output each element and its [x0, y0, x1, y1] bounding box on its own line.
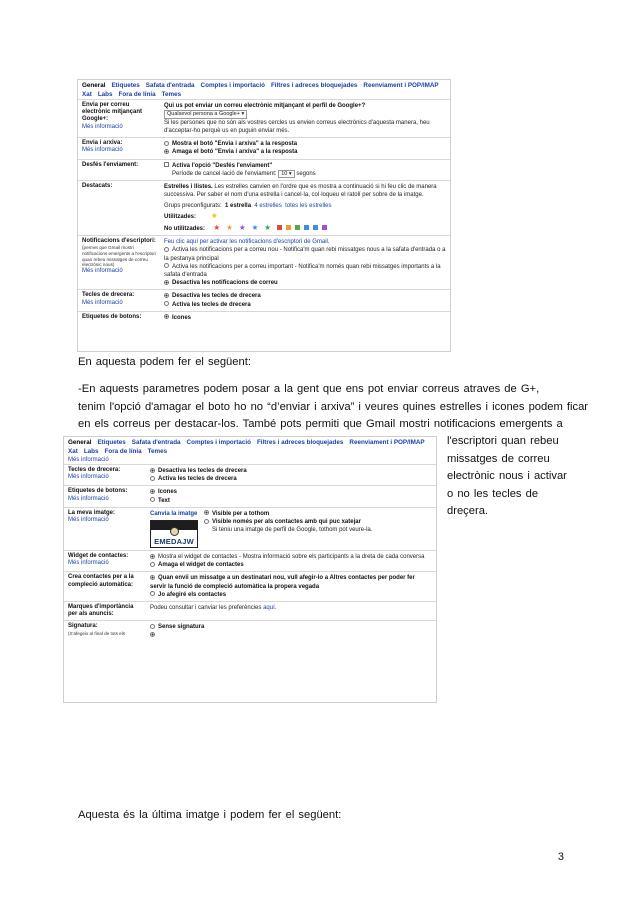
setting-label: Etiquetes de botons: [68, 488, 128, 495]
tab-filtres-i-adreces-bloquejades[interactable]: Filtres i adreces bloquejades [256, 439, 344, 446]
star-icon[interactable]: ★ [264, 223, 272, 233]
radio-option[interactable]: Visible per a tothom [204, 510, 372, 518]
setting-label: Crea contactes per a la compleció automàtica: [68, 574, 134, 588]
star-icon[interactable]: ★ [238, 223, 246, 233]
radio-option[interactable]: Activa les notificacions per a correu important - Notifica'm només quan rebi missatges importants a la safata d'entrada [164, 263, 441, 279]
radio-option[interactable]: Jo afegiré els contactes [150, 591, 432, 599]
radio-icon [150, 624, 155, 629]
setting-signature: Signatura: (S'afegeix al final de tots els Sense signatura [64, 620, 436, 641]
gplus-question: Qui us pot enviar un correu electrònic mitjançant el perfil de Google+? [164, 103, 366, 109]
text-line: l'escriptori quan rebeu [447, 435, 559, 447]
tab-etiquetes[interactable]: Etiquetes [97, 439, 126, 446]
radio-selected-icon [150, 632, 155, 637]
text-line: electrònic nous i activar [447, 470, 567, 482]
tab-labs[interactable]: Labs [97, 91, 113, 98]
radio-option[interactable]: Amaga el widget de contactes [150, 561, 432, 569]
settings-tabs [64, 437, 436, 456]
tab-reenviament-i-pop-imap[interactable]: Reenviament i POP/IMAP [363, 82, 439, 89]
paragraph-description [78, 381, 589, 434]
setting-importance-markers: Marques d'importància per als anuncis: Podeu consultar i canviar les preferències aquí. [64, 601, 436, 620]
more-info-link[interactable]: Més informació [82, 299, 123, 306]
more-info-link[interactable]: Més informació [68, 474, 109, 481]
radio-icon [204, 519, 209, 524]
marker-box-icon[interactable] [322, 225, 327, 230]
more-info-link[interactable]: Més informació [68, 457, 109, 463]
setting-label: Desfés l'enviament: [82, 161, 139, 168]
setting-autocomplete-contacts [64, 571, 436, 601]
face-icon [170, 527, 179, 536]
setting-keyboard-shortcuts [64, 464, 436, 485]
checkbox-icon [164, 162, 169, 167]
radio-icon [150, 591, 155, 596]
tab-etiquetes[interactable]: Etiquetes [111, 82, 140, 89]
tab-temes[interactable]: Temes [161, 91, 182, 98]
page-number: 3 [557, 851, 564, 863]
tab-comptes-i-importaci-[interactable]: Comptes i importació [186, 439, 251, 446]
setting-label: Envia i arxiva: [82, 140, 123, 147]
radio-option[interactable]: Desactiva les tecles de drecera [150, 467, 432, 475]
setting-label: Destacats: [82, 183, 113, 190]
tab-reenviament-i-pop-imap[interactable]: Reenviament i POP/IMAP [349, 439, 425, 446]
radio-option[interactable]: Icones [164, 314, 446, 322]
tab-xat[interactable]: Xat [82, 91, 92, 98]
avatar-text: EMEDAJW [154, 536, 194, 546]
radio-option[interactable]: Text [150, 497, 432, 505]
tab-comptes-i-importaci-[interactable]: Comptes i importació [200, 82, 265, 89]
gmail-settings-screenshot-1 [77, 79, 451, 352]
radio-icon [150, 497, 155, 502]
setting-label: Marques d'importància per als anuncis: [68, 604, 134, 618]
radio-option[interactable]: Visible només per als contactes amb qui puc xatejar [204, 518, 372, 526]
radio-icon [164, 263, 169, 268]
tab-temes[interactable]: Temes [147, 448, 168, 455]
radio-icon [164, 247, 169, 252]
setting-desktop-notifications: Notificacions d'escriptori: (permet que Gmail mostri notificacions emergents a l'escriptori quan rebeu missatges de correu electrònic nous) Més informació Feu clic aquí per activar les notificacions d'escriptori de Gmail. Activa les notificacions per a correu nou - Notifica'm quan rebi missatges nous a la safata d'entrada o a la pestanya principal Activa les notificacions per a correu important - Notifica'm només quan rebi missatges importants a la safata d'entrada Desactiva les notificacions de correu [78, 235, 450, 289]
radio-selected-icon [164, 314, 169, 319]
radio-option[interactable]: Desactiva les notificacions de correu [164, 279, 446, 287]
text-line: missatges de correu [447, 452, 550, 465]
setting-my-picture [64, 507, 436, 550]
radio-option[interactable] [150, 632, 432, 640]
setting-label: Etiquetes de botons: [82, 313, 142, 320]
gplus-note: Si les persones que no són als vostres cercles us envien correus electrònics d'aquesta manera, heu d'acceptar-ho perquè us en puguin enviar més. [164, 119, 430, 134]
radio-icon [150, 476, 155, 481]
radio-option[interactable]: Activa les tecles de drecera [150, 475, 432, 483]
setting-contacts-widget [64, 550, 436, 571]
radio-selected-icon [150, 468, 155, 473]
tab-fora-de-l-nia[interactable]: Fora de línia [104, 448, 142, 455]
setting-label: Widget de contactes: [68, 553, 129, 560]
profile-picture[interactable] [150, 520, 198, 548]
setting-undo-send: Desfés l'enviament: Activa l'opció "Desfés l'enviament" Període de cancel·lació de l'enviament: 10 ▾ segons [78, 159, 450, 181]
tab-fora-de-l-nia[interactable]: Fora de línia [118, 91, 156, 98]
radio-option[interactable]: Desactiva les tecles de drecera [164, 292, 446, 300]
setting-button-labels [64, 485, 436, 506]
text-line: dreçera. [447, 505, 489, 517]
setting-gplus-email [78, 99, 450, 137]
radio-icon [150, 562, 155, 567]
tab-general[interactable]: General [68, 439, 92, 446]
more-info-link[interactable]: Més informació [68, 560, 109, 567]
star-icon[interactable]: ★ [213, 223, 221, 233]
marker-box-icon[interactable] [286, 225, 291, 230]
text-line: -En aquests parametres podem posar a la gent que ens pot enviar correus atraves de G+, [78, 383, 540, 395]
tab-general[interactable]: General [82, 82, 106, 89]
setting-label: Tecles de drecera: [82, 292, 135, 299]
text-line: tenim l'opció d'amagar el boto ho no “d’enviar i arxiva” i veures quines estrelles i icones podem ficar [78, 400, 589, 413]
settings-tabs [78, 80, 450, 99]
more-info-link[interactable]: Més informació [68, 495, 109, 502]
paragraph-intro-1: En aquesta podem fer el següent: [78, 356, 251, 368]
tab-filtres-i-adreces-bloquejades[interactable]: Filtres i adreces bloquejades [270, 82, 358, 89]
radio-option[interactable]: Icones [150, 488, 432, 496]
star-icon[interactable]: ★ [226, 223, 233, 233]
setting-label: Notificacions d'escriptori: [82, 238, 156, 245]
tab-safata-d-entrada[interactable]: Safata d'entrada [131, 439, 181, 446]
tab-xat[interactable]: Xat [68, 448, 78, 455]
setting-label: Envia per correu electrònic mitjançant Google+: [82, 102, 143, 123]
radio-option[interactable]: Activa les tecles de drecera [164, 301, 446, 309]
setting-button-labels [78, 311, 450, 324]
radio-selected-icon [164, 293, 169, 298]
marker-box-icon[interactable] [277, 225, 282, 230]
radio-option[interactable]: Quan envii un missatge a un destinatari nou, vull afegir-lo a Altres contactes per poder fer servir la funció de compleció automàtica la propera vegada [150, 575, 415, 590]
tab-labs[interactable]: Labs [83, 448, 99, 455]
checkbox-option[interactable]: Activa l'opció "Desfés l'enviament" [164, 162, 446, 170]
radio-option[interactable]: Activa les notificacions per a correu nou - Notifica'm quan rebi missatges nous a la safata d'entrada o a la pestanya principal [164, 247, 446, 262]
more-info-link[interactable]: Més informació [68, 517, 109, 524]
text-line: en els correus per destacar-los. També pots permiti que Gmail mostri notificacions emergents a [78, 418, 563, 430]
radio-selected-icon [164, 280, 169, 285]
radio-option[interactable]: Sense signatura [150, 623, 432, 631]
more-info-link[interactable]: Més informació [82, 267, 123, 274]
text-line: o no les tecles de [447, 487, 539, 500]
setting-label: La meva imatge: [68, 509, 116, 516]
radio-icon [164, 141, 169, 146]
radio-option[interactable]: Amaga el botó "Envia i arxiva" a la resposta [164, 148, 446, 156]
paragraph-intro-2: Aquesta és la última imatge i podem fer el següent: [78, 809, 342, 821]
enable-notifications-link[interactable]: Feu clic aquí per activar les notificacions d'escriptori de Gmail. [164, 239, 330, 246]
star-icon[interactable]: ★ [251, 223, 259, 233]
setting-stars: Destacats: Estrelles i llistes. Les estrelles canvien en l'ordre que es mostra a continuació si hi feu clic de manera successiva. Per saber el nom d'una estrella i cancel·la, col·loqueu el ratolí per sobre de la imatge. Grups preconfigurats: 1 estrella 4 estrelles totes les estrelles Utilitzades: ★ No utilitzades: ★ ★ ★ ★ ★ [78, 180, 450, 235]
setting-send-archive [78, 137, 450, 158]
setting-label: Tecles de drecera: [68, 467, 121, 473]
radio-selected-icon [150, 575, 155, 580]
marker-box-icon[interactable] [313, 225, 318, 230]
preset-all-stars[interactable]: totes les estrelles [285, 202, 332, 209]
more-info-link[interactable]: Més informació [82, 123, 123, 130]
star-icon[interactable]: ★ [211, 210, 218, 220]
more-info-link[interactable]: Més informació [82, 147, 123, 154]
radio-selected-icon [150, 554, 155, 559]
radio-selected-icon [164, 149, 169, 154]
setting-keyboard-shortcuts [78, 289, 450, 310]
period-select[interactable]: 10 ▾ [278, 170, 294, 179]
radio-selected-icon [150, 489, 155, 494]
radio-option[interactable]: Mostra el widget de contactes - Mostra informació sobre els participants a la dreta de cada conversa [150, 553, 432, 561]
radio-option[interactable]: Mostra el botó "Envia i arxiva" a la resposta [164, 140, 446, 148]
picture-note: Si teniu una imatge de perfil de Google, tothom pot veure-la. [212, 527, 373, 534]
radio-icon [164, 301, 169, 306]
side-text [447, 433, 567, 521]
gplus-select[interactable]: Qualsevol persona a Google+ ▾ [164, 110, 247, 119]
marker-box-icon[interactable] [304, 225, 309, 230]
tab-safata-d-entrada[interactable]: Safata d'entrada [145, 82, 195, 89]
setting-label: Signatura: [68, 623, 98, 630]
marker-box-icon[interactable] [295, 225, 300, 230]
radio-selected-icon [204, 510, 209, 515]
change-picture-link[interactable]: Canvia la imatge [150, 510, 198, 517]
gmail-settings-screenshot-2 [63, 436, 437, 703]
preset-4-stars[interactable]: 4 estrelles [254, 202, 282, 209]
preset-1-star[interactable]: 1 estrella [225, 202, 252, 209]
preferences-link[interactable]: aquí. [263, 605, 277, 612]
